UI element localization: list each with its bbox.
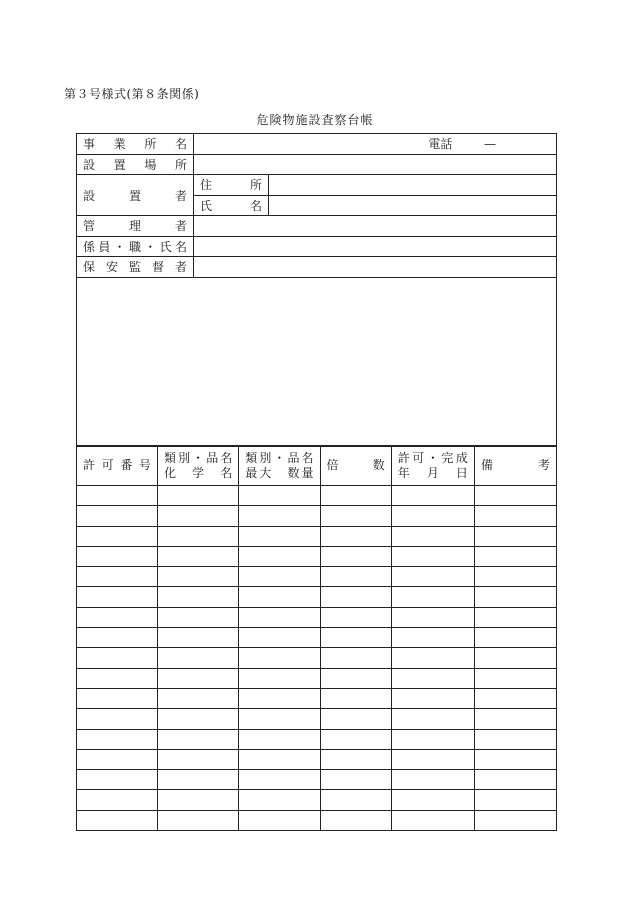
header-permit-completion-date: 許可・完成 年月日 [391,446,474,486]
table-cell[interactable] [77,607,158,627]
table-cell[interactable] [77,628,158,648]
phone-label: 電話 [428,137,453,152]
table-row [77,546,557,566]
header-category-max-quantity: 類別・品名 最大 数量 [239,446,320,486]
table-cell[interactable] [239,567,320,587]
table-row [77,567,557,587]
table-cell[interactable] [391,810,474,830]
table-cell[interactable] [320,607,391,627]
table-cell[interactable] [474,628,556,648]
table-cell[interactable] [158,546,239,566]
staff-row [77,236,557,257]
table-cell[interactable] [320,648,391,668]
register-body [77,486,557,831]
supervisor-label: 保安監督者 [83,260,187,275]
table-cell[interactable] [239,506,320,526]
table-row [77,628,557,648]
header-multiple: 倍数 [320,446,391,486]
table-cell[interactable] [239,688,320,708]
table-cell[interactable] [474,810,556,830]
table-cell[interactable] [474,607,556,627]
table-cell[interactable] [239,486,320,506]
table-cell[interactable] [320,587,391,607]
table-cell[interactable] [158,648,239,668]
table-cell[interactable] [474,729,556,749]
table-cell[interactable] [474,506,556,526]
table-row [77,526,557,546]
table-cell[interactable] [391,506,474,526]
table-cell[interactable] [77,729,158,749]
table-cell[interactable] [77,770,158,790]
table-cell[interactable] [474,688,556,708]
installer-label: 設置者 [83,188,187,203]
table-cell[interactable] [474,709,556,729]
manager-label: 管理者 [83,219,187,234]
table-cell[interactable] [77,526,158,546]
table-row [77,648,557,668]
address-label: 住所 [200,178,262,193]
table-cell[interactable] [320,567,391,587]
location-field[interactable] [194,154,557,175]
form-number: 第３号様式(第８条関係) [64,87,200,101]
table-cell[interactable] [77,506,158,526]
table-cell[interactable] [158,790,239,810]
table-row [77,506,557,526]
table-cell[interactable] [239,587,320,607]
installer-address-row [77,175,557,196]
table-row [77,729,557,749]
table-cell[interactable] [391,648,474,668]
header-permit-number: 許可番号 [77,446,158,486]
table-cell[interactable] [391,688,474,708]
table-cell[interactable] [77,546,158,566]
table-cell[interactable] [77,587,158,607]
register-table [76,445,557,831]
table-cell[interactable] [239,628,320,648]
name-label: 氏名 [200,198,262,213]
table-cell[interactable] [320,546,391,566]
memo-row [77,277,557,446]
table-cell[interactable] [77,567,158,587]
table-row [77,668,557,688]
table-cell[interactable] [77,486,158,506]
table-cell[interactable] [77,810,158,830]
table-cell[interactable] [158,506,239,526]
table-cell[interactable] [320,506,391,526]
table-cell[interactable] [320,709,391,729]
table-cell[interactable] [158,770,239,790]
table-cell[interactable] [320,749,391,769]
memo-area[interactable] [77,277,557,446]
table-cell[interactable] [474,668,556,688]
table-cell[interactable] [239,668,320,688]
table-cell[interactable] [391,770,474,790]
facility-info-table [76,133,557,447]
table-cell[interactable] [391,628,474,648]
table-cell[interactable] [158,587,239,607]
table-row [77,688,557,708]
table-cell[interactable] [320,810,391,830]
table-cell[interactable] [474,526,556,546]
table-cell[interactable] [158,709,239,729]
table-row [77,770,557,790]
table-cell[interactable] [391,607,474,627]
staff-field[interactable] [194,236,557,257]
table-cell[interactable] [158,749,239,769]
document-title: 危険物施設査察台帳 [256,113,374,127]
table-row [77,486,557,506]
table-cell[interactable] [391,486,474,506]
table-cell[interactable] [239,546,320,566]
table-cell[interactable] [474,770,556,790]
table-cell[interactable] [320,770,391,790]
table-cell[interactable] [158,526,239,546]
table-cell[interactable] [474,567,556,587]
table-cell[interactable] [391,729,474,749]
phone-dash: — [484,137,496,152]
table-cell[interactable] [239,749,320,769]
table-cell[interactable] [391,790,474,810]
table-cell[interactable] [158,607,239,627]
table-row [77,749,557,769]
name-field[interactable] [269,195,557,216]
table-cell[interactable] [474,749,556,769]
location-row [77,154,557,175]
table-row [77,790,557,810]
header-category-chemical: 類別・品名 化学名 [158,446,239,486]
table-row [77,810,557,830]
table-cell[interactable] [320,486,391,506]
table-cell[interactable] [158,486,239,506]
table-cell[interactable] [77,749,158,769]
table-cell[interactable] [77,790,158,810]
table-row [77,607,557,627]
manager-row [77,216,557,237]
table-cell[interactable] [474,546,556,566]
header-remarks: 備考 [474,446,556,486]
table-cell[interactable] [158,668,239,688]
table-cell[interactable] [239,607,320,627]
table-cell[interactable] [391,587,474,607]
staff-label: 係員・職・氏名 [83,239,187,254]
table-cell[interactable] [158,810,239,830]
table-cell[interactable] [391,546,474,566]
table-cell[interactable] [320,790,391,810]
table-cell[interactable] [77,709,158,729]
table-cell[interactable] [77,648,158,668]
table-cell[interactable] [474,587,556,607]
table-cell[interactable] [320,628,391,648]
location-label: 設置場所 [83,157,187,172]
table-row [77,587,557,607]
table-cell[interactable] [320,526,391,546]
table-cell[interactable] [391,709,474,729]
table-cell[interactable] [320,668,391,688]
table-cell[interactable] [474,790,556,810]
business-name-row [77,134,557,155]
table-row [77,709,557,729]
address-field[interactable] [269,175,557,196]
table-cell[interactable] [239,709,320,729]
table-cell[interactable] [391,749,474,769]
table-cell[interactable] [474,648,556,668]
table-cell[interactable] [239,770,320,790]
table-cell[interactable] [320,688,391,708]
business-name-label: 事業所名 [83,137,187,152]
manager-field[interactable] [194,216,557,237]
table-cell[interactable] [158,628,239,648]
table-cell[interactable] [77,688,158,708]
supervisor-row [77,257,557,278]
table-cell[interactable] [77,668,158,688]
table-cell[interactable] [320,729,391,749]
table-cell[interactable] [239,648,320,668]
register-header-row [77,446,557,486]
table-cell[interactable] [239,810,320,830]
table-cell[interactable] [391,567,474,587]
table-cell[interactable] [158,688,239,708]
table-cell[interactable] [239,526,320,546]
table-cell[interactable] [474,486,556,506]
table-cell[interactable] [239,790,320,810]
table-cell[interactable] [158,729,239,749]
table-cell[interactable] [391,526,474,546]
table-cell[interactable] [239,729,320,749]
table-cell[interactable] [158,567,239,587]
table-cell[interactable] [391,668,474,688]
supervisor-field[interactable] [194,257,557,278]
business-name-field[interactable] [194,134,557,155]
